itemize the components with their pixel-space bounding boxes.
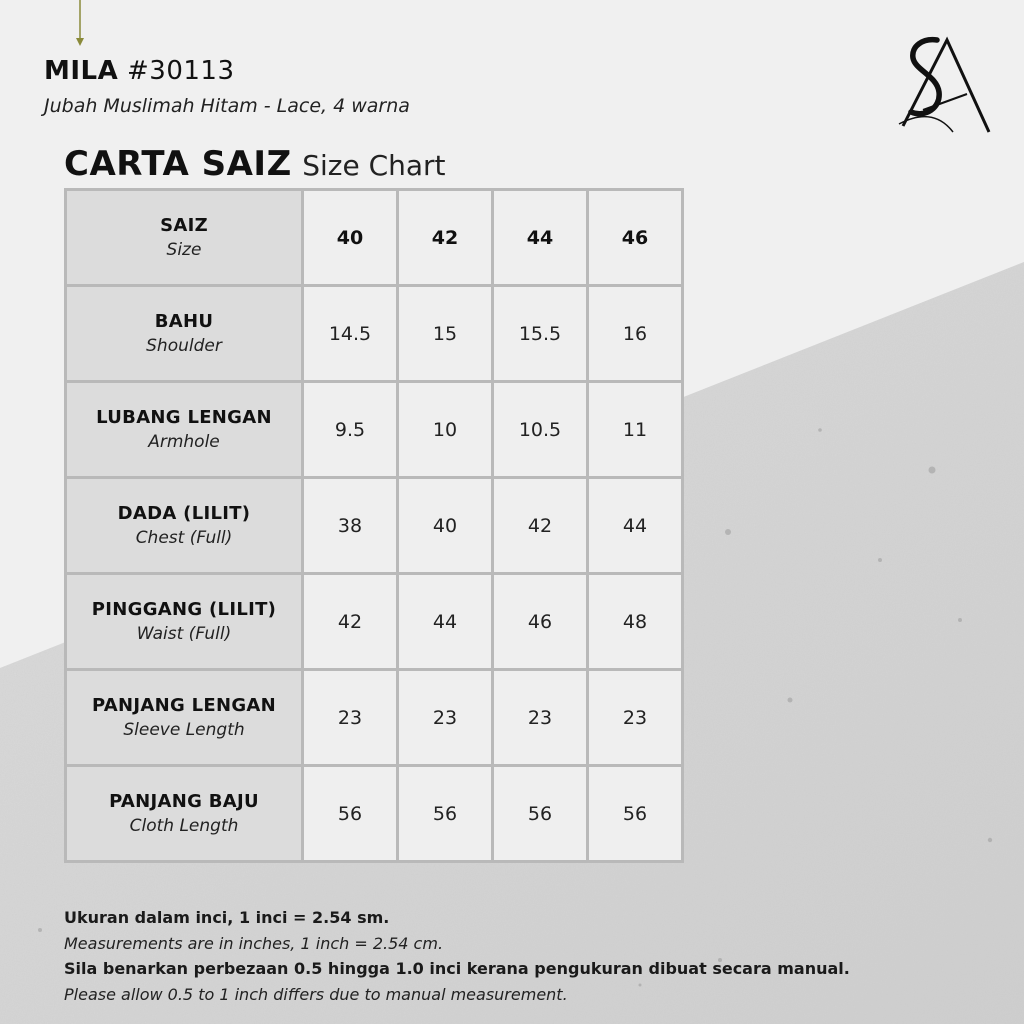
table-row-waist [66,574,683,670]
table-cell: 44 [398,574,493,670]
product-title [44,56,235,86]
size-44: 44 [493,190,588,286]
table-cell: 23 [398,670,493,766]
note-tolerance-malay: Sila benarkan perbezaan 0.5 hingga 1.0 inci kerana pengukuran dibuat secara manual. [64,959,850,978]
chart-heading [64,144,446,184]
table-cell: 56 [398,766,493,862]
product-code: #30113 [127,56,235,86]
table-row-chest [66,478,683,574]
table-cell: 15 [398,286,493,382]
size-40: 40 [303,190,398,286]
table-cell: 42 [303,574,398,670]
table-cell: 38 [303,478,398,574]
table-row-shoulder [66,286,683,382]
table-row-armhole [66,382,683,478]
table-cell: 40 [398,478,493,574]
row-label: DADA (LILIT) Chest (Full) [66,478,303,574]
table-cell: 9.5 [303,382,398,478]
product-name: MILA [44,56,119,86]
table-cell: 56 [303,766,398,862]
table-cell: 14.5 [303,286,398,382]
note-unit-english: Measurements are in inches, 1 inch = 2.54 cm. [64,933,444,953]
table-cell: 23 [493,670,588,766]
size-header-label: SAIZ Size [66,190,303,286]
table-cell: 46 [493,574,588,670]
table-cell: 10.5 [493,382,588,478]
note-unit-malay: Ukuran dalam inci, 1 inci = 2.54 sm. [64,908,390,927]
table-cell: 48 [588,574,683,670]
table-cell: 44 [588,478,683,574]
arrow-down-icon [75,0,85,46]
table-cell: 23 [588,670,683,766]
table-cell: 15.5 [493,286,588,382]
size-header-row [66,190,683,286]
table-cell: 10 [398,382,493,478]
chart-title: CARTA SAIZ [64,144,292,184]
size-table [64,188,684,863]
brand-logo [893,36,993,138]
row-label: BAHU Shoulder [66,286,303,382]
size-46: 46 [588,190,683,286]
row-label: LUBANG LENGAN Armhole [66,382,303,478]
row-label: PANJANG LENGAN Sleeve Length [66,670,303,766]
product-subtitle: Jubah Muslimah Hitam - Lace, 4 warna [44,95,410,117]
table-cell: 56 [493,766,588,862]
size-42: 42 [398,190,493,286]
table-row-sleeve-length [66,670,683,766]
row-label: PINGGANG (LILIT) Waist (Full) [66,574,303,670]
table-cell: 42 [493,478,588,574]
note-tolerance-english: Please allow 0.5 to 1 inch differs due to manual measurement. [64,984,568,1004]
table-cell: 23 [303,670,398,766]
chart-subtitle: Size Chart [302,149,446,182]
row-label: PANJANG BAJU Cloth Length [66,766,303,862]
measurement-notes [64,905,850,1007]
table-cell: 16 [588,286,683,382]
table-cell: 11 [588,382,683,478]
table-row-cloth-length [66,766,683,862]
table-cell: 56 [588,766,683,862]
